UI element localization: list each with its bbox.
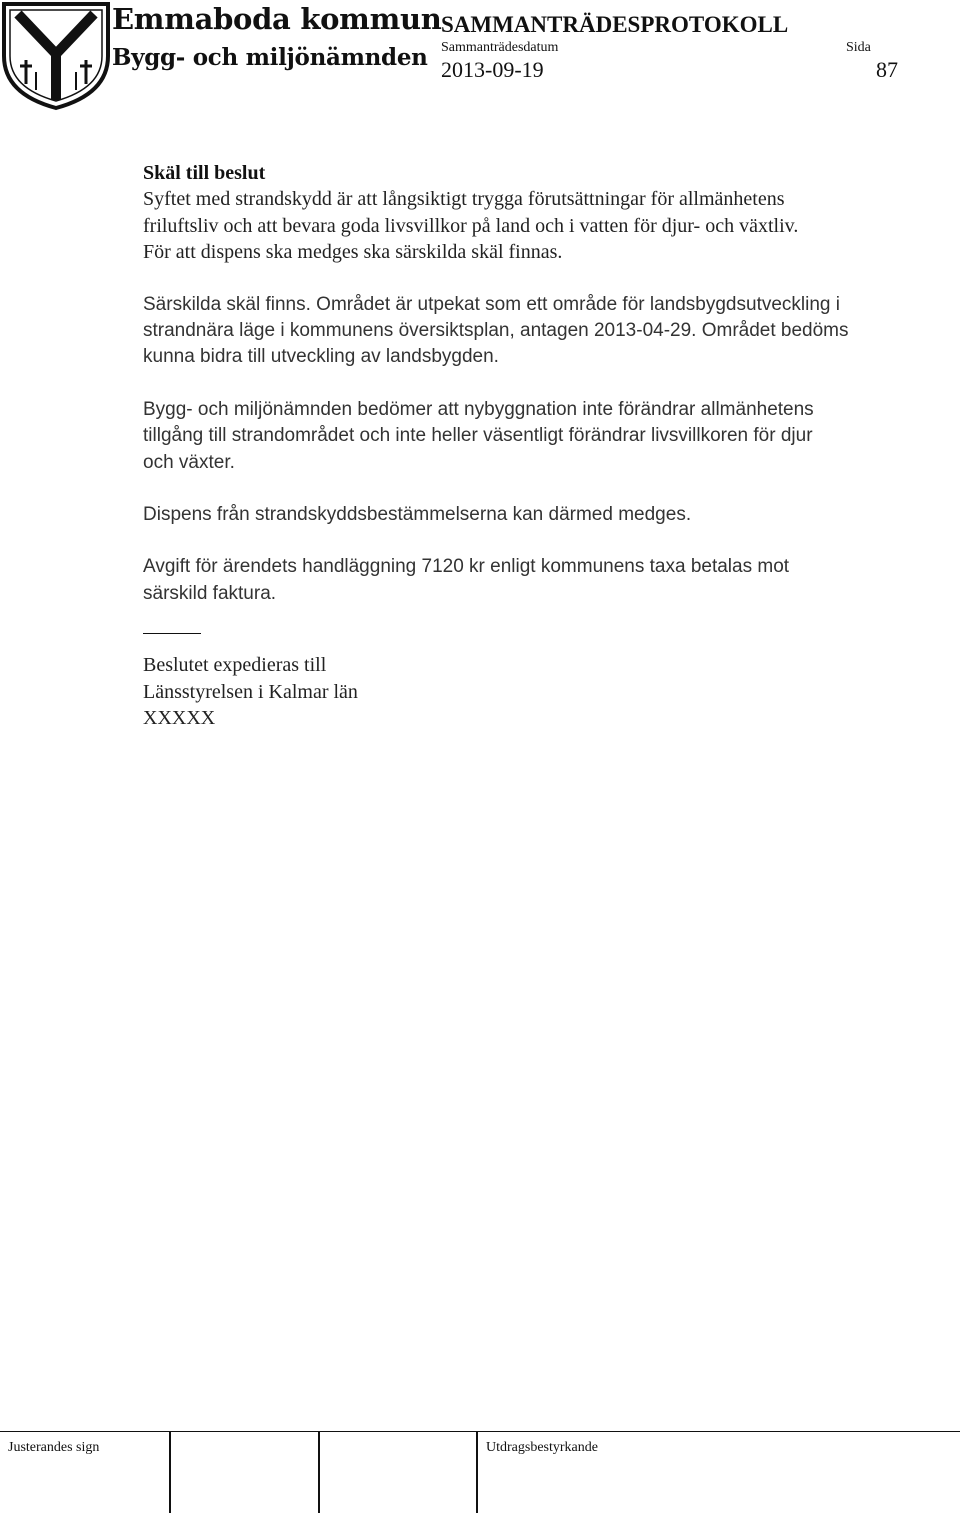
meeting-date-value: 2013-09-19 [441, 57, 544, 82]
paragraph-dispensation: Dispens från strandskyddsbestämmelserna kan därmed medges. [143, 504, 692, 526]
distribution-list [143, 652, 883, 731]
signature-divider [169, 1432, 171, 1513]
paragraph-assessment: Bygg- och miljönämnden bedömer att nybyggnation inte förändrar allmänhetens tillgång till strandområdet och inte heller väsentligt förändrar livsvillkoren för djur och växter. [143, 398, 814, 473]
meeting-date-label: Sammanträdesdatum [441, 40, 559, 55]
signature-divider [318, 1432, 320, 1513]
distribution-recipient: XXXXX [143, 707, 216, 730]
paragraph-purpose: Syftet med strandskydd är att långsiktigt trygga förutsättningar för allmänhetens friluftsliv och att bevara goda livsvillkor på land och i vatten för djur- och växtliv. För att dispens ska medges ska särskilda skäl finnas. [143, 188, 799, 264]
page-number: 87 [876, 57, 898, 82]
signature-divider [476, 1432, 478, 1513]
committee-name: Bygg- och miljönämnden [112, 44, 428, 71]
section-heading: Skäl till beslut [143, 162, 266, 184]
page-label: Sida [846, 40, 871, 55]
paragraph-special-reasons: Särskilda skäl finns. Området är utpekat som ett område för landsbygdsutveckling i strandnära läge i kommunens översiktsplan, antagen 2013-04-29. Området bedöms kunna bidra till utveckling av landsbygden. [143, 293, 849, 368]
document-type-title: SAMMANTRÄDESPROTOKOLL [441, 12, 789, 37]
certified-extract-label: Utdragsbestyrkande [486, 1440, 598, 1455]
adjuster-sign-label: Justerandes sign [8, 1440, 100, 1455]
paragraph-fee: Avgift för ärendets handläggning 7120 kr enligt kommunens taxa betalas mot särskild faktura. [143, 556, 790, 604]
signature-footer [0, 1431, 960, 1513]
distribution-recipient: Länsstyrelsen i Kalmar län [143, 680, 358, 703]
municipality-logo [0, 0, 112, 112]
organization-name: Emmaboda kommun [112, 2, 442, 36]
separator-rule [143, 633, 201, 634]
distribution-heading: Beslutet expedieras till [143, 654, 327, 677]
decision-content [143, 160, 883, 732]
